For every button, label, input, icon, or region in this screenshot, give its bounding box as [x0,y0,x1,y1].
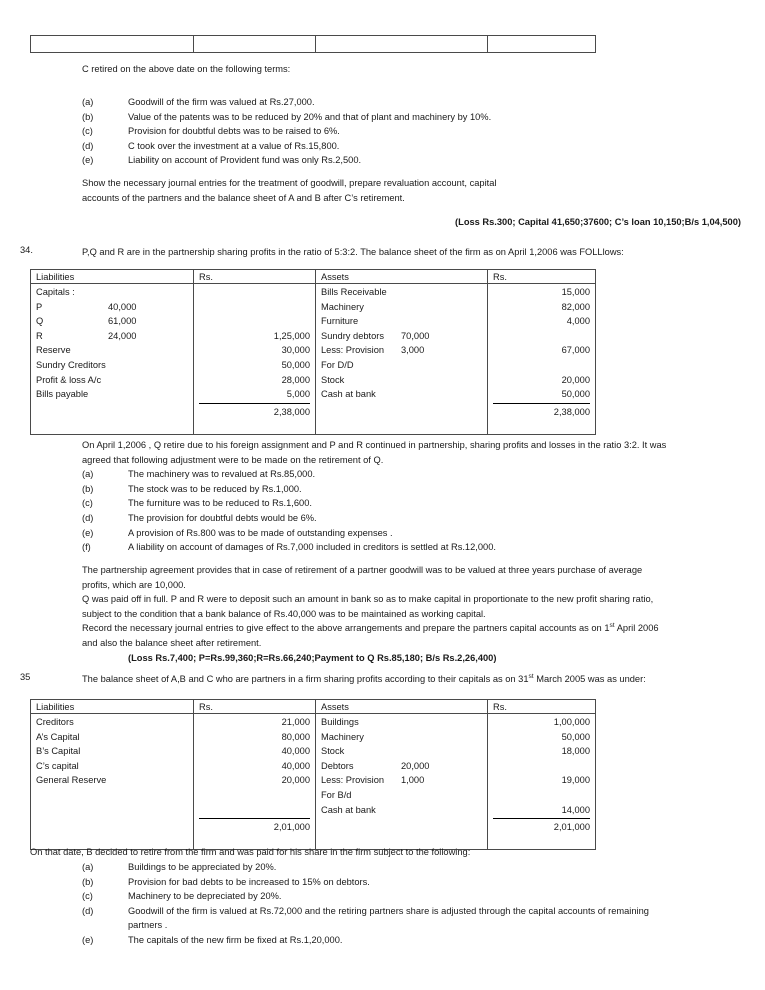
ordinal-suffix: st [528,672,534,680]
list-item-label: (e) [82,934,94,945]
row-amount: 4,000 [566,316,590,327]
q35-header-assets [316,700,488,714]
row-label: P [36,301,43,312]
row-label: Sundry debtors [321,330,385,341]
row-amount: 80,000 [281,731,310,742]
column-header-text: Rs. [199,272,213,282]
row-amount [199,300,310,315]
list-item-text: Provision for doubtful debts was to be raised to 6%. [128,126,340,137]
list-item-label: (b) [82,111,94,122]
list-item [82,110,747,125]
q34-tail-line-4: subject to the condition that a bank balance of Rs.40,000 was to be maintained as working capital. [82,608,486,619]
q34-liabilities-names [31,284,193,431]
row-spacer [36,416,188,431]
row-amount: 30,000 [281,345,310,356]
q33-instruction-line-1: Show the necessary journal entries for the treatment of goodwill, prepare revaluation account, capital [82,178,497,188]
row-amount [493,759,590,774]
row-amount: 40,000 [281,746,310,757]
row-spacer [199,419,310,434]
row-name [321,343,482,358]
row-name [321,329,482,344]
list-item-label: (e) [82,155,94,166]
list-item-label: (b) [82,876,94,887]
q35-stem-a: The balance sheet of A,B and C who are partners in a firm sharing profits according to their capitals as on 31 [82,674,529,684]
q34-header-rs-right [488,270,596,284]
list-item-text: partners . [128,920,168,931]
list-item-continuation [82,918,754,933]
row-inner-amount: 40,000 [108,301,137,312]
row-name: Cash at bank [321,389,376,400]
list-item [82,933,754,948]
row-name: Reserve [36,345,71,356]
row-spacer [199,803,310,818]
list-item [82,860,754,875]
q34-tail-line-6: and also the balance sheet after retirement. [82,637,262,648]
q34-assets-total: 2,38,000 [493,403,590,420]
row-amount: 82,000 [561,301,590,312]
list-item-text: The machinery was to revalued at Rs.85,000. [128,469,316,480]
list-item-text: The provision for doubtful debts would be 6%. [128,512,317,523]
q34-tail-line-1: The partnership agreement provides that in case of retirement of a partner goodwill was to be valued at three years purchase of average [82,565,643,575]
list-item-text: Buildings to be appreciated by 20%. [128,862,277,872]
column-header-text: Assets [321,702,349,712]
q35-liabilities-names [31,714,193,846]
list-item [82,467,752,482]
list-item [82,526,752,541]
row-amount: 20,000 [281,775,310,786]
row-amount: 21,000 [281,717,310,727]
q35-liabilities-names-cell [31,714,194,850]
stub-cell-2 [194,36,316,53]
row-amount [199,285,310,300]
q35-header-rs-right [488,700,596,714]
list-item-text: Machinery to be depreciated by 20%. [128,891,282,902]
q34-header-assets [316,270,488,284]
row-label: Less: Provision [321,345,385,356]
column-header-text: Liabilities [36,272,75,282]
row-label: R [36,330,43,341]
row-amount: 1,00,000 [553,717,590,727]
row-inner-amount: 20,000 [401,760,430,771]
column-header-text: Rs. [493,702,507,712]
row-name: Stock [321,374,345,385]
row-label: Capitals : [36,287,75,297]
row-name: Stock [321,746,345,757]
row-amount [493,788,590,803]
table-body-row [31,714,596,850]
row-spacer [321,416,482,431]
row-spacer [321,402,482,417]
list-item-text: Goodwill of the firm is valued at Rs.72,000 and the retiring partners share is adjusted through the capital accounts of remaining [128,905,649,916]
list-item-label: (e) [82,527,94,538]
row-amount: 19,000 [561,775,590,786]
list-item [82,496,752,511]
table-row [31,36,596,53]
row-amount [199,314,310,329]
q35-assets-names-cell [316,714,488,850]
row-name: C’s capital [36,760,79,771]
row-name: Profit & loss A/c [36,374,102,385]
column-header-text: Liabilities [36,702,75,712]
row-amount [493,358,590,373]
q35-header-liabilities [31,700,194,714]
row-inner-amount: 3,000 [401,345,425,356]
list-item-label: (b) [82,483,94,494]
stub-cell-1 [31,36,194,53]
list-item-text: Value of the patents was to be reduced by 20% and that of plant and machinery by 10%. [128,111,492,122]
list-item-text: C took over the investment at a value of Rs.15,800. [128,140,340,151]
q34-stem: P,Q and R are in the partnership sharing profits in the ratio of 5:3:2. The balance sheet of the firm as on April 1,2006 was FOLLlows: [82,247,624,257]
list-item-label: (c) [82,891,93,902]
row-spacer [36,402,188,417]
q34-body-line-2: agreed that following adjustment were to be made on the retirement of Q. [82,454,384,465]
q34-number: 34. [20,245,33,255]
q34-assets-amounts-cell [488,284,596,435]
list-item [82,95,747,110]
list-item [82,124,747,139]
q34-liabilities-amounts [194,284,315,434]
q33-answer-key: (Loss Rs.300; Capital 41,650;37600; C’s loan 10,150;B/s 1,04,500) [455,217,741,227]
list-item [82,875,754,890]
ordinal-suffix: st [609,622,615,630]
list-item-label: (a) [82,97,94,107]
q35-conditions-block [30,845,755,860]
stub-cell-3 [316,36,488,53]
list-item-label: (d) [82,905,94,916]
q34-tail-line-5 [82,621,752,636]
q34-header-rs-left [194,270,316,284]
column-header-text: Rs. [199,702,213,712]
row-name: Sundry Creditors [36,359,106,370]
list-item [82,889,754,904]
row-name [36,285,188,300]
row-name: Creditors [36,717,74,727]
table-body-row [31,284,596,435]
q35-stem [82,672,757,687]
row-name: For B/d [321,789,352,800]
row-amount: 50,000 [561,389,590,400]
row-name: B’s Capital [36,746,81,757]
row-spacer [36,803,188,818]
q35-stem-b: March 2005 was as under: [533,674,646,684]
row-amount: 28,000 [281,374,310,385]
list-item-text: A provision of Rs.800 was to be made of outstanding expenses . [128,527,393,538]
row-name: A’s Capital [36,731,80,742]
row-name: Furniture [321,316,359,327]
row-amount: 15,000 [561,287,590,297]
table-header-row [31,270,596,284]
list-item-label: (c) [82,498,93,509]
row-inner-amount: 1,000 [401,775,425,786]
row-name: Bills payable [36,389,89,400]
q35-assets-names [316,714,487,846]
q34-adjustments-block [82,438,752,555]
row-name [36,300,188,315]
row-name: Cash at bank [321,804,376,815]
q34-tail-line-5-b: April 2006 [614,623,659,634]
row-label: Q [36,316,44,327]
row-name: For D/D [321,359,354,370]
q35-conditions-list [82,860,754,948]
row-amount: 20,000 [561,374,590,385]
row-amount: 50,000 [561,731,590,742]
list-item-text: Goodwill of the firm was valued at Rs.27,000. [128,97,315,107]
q34-header-liabilities [31,270,194,284]
row-name: General Reserve [36,775,107,786]
row-spacer [36,817,188,832]
row-name [321,759,482,774]
list-item-label: (f) [82,542,91,553]
q35-body-line-1: On that date, B decided to retire from the firm and was paid for his share in the firm subject to the following: [30,847,471,857]
list-item-label [82,918,128,933]
list-item [82,139,747,154]
stub-table [30,35,596,53]
list-item-text: The stock was to be reduced by Rs.1,000. [128,483,302,494]
row-amount: 1,25,000 [273,330,310,341]
q34-body-line-1: On April 1,2006 , Q retire due to his foreign assignment and P and R continued in partnership, sharing profits and losses in the ratio 3:2. It was [82,440,667,450]
list-item-label: (d) [82,140,94,151]
list-item-text: A liability on account of damages of Rs.7,000 included in creditors is settled at Rs.12,000. [128,542,496,553]
row-spacer [199,788,310,803]
row-amount: 67,000 [561,345,590,356]
list-item [82,904,754,919]
q34-tail-line-5-a: Record the necessary journal entries to give effect to the above arrangements and prepare the partners capital accounts as on 1 [82,623,610,634]
row-inner-amount: 70,000 [401,330,430,341]
q33-terms-list [82,95,747,168]
q34-assets-amounts [488,284,595,434]
row-amount: 14,000 [561,804,590,815]
row-inner-amount: 61,000 [108,316,137,327]
list-item-label: (c) [82,126,93,137]
row-name [36,314,188,329]
list-item-text: The capitals of the new firm be fixed at Rs.1,20,000. [128,934,343,945]
q35-balance-sheet-table [30,699,596,850]
list-item-label: (a) [82,862,94,872]
row-amount: 5,000 [286,389,310,400]
q34-tail-line-2: profits, which are 10,000. [82,579,186,590]
q34-liabilities-names-cell [31,284,194,435]
row-name: Buildings [321,717,359,727]
row-spacer [493,419,590,434]
column-header-text: Assets [321,272,349,282]
q34-liabilities-amounts-cell [194,284,316,435]
q35-liabilities-amounts-cell [194,714,316,850]
row-amount [493,329,590,344]
list-item [82,511,752,526]
list-item-label: (a) [82,469,94,480]
q33-intro: C retired on the above date on the following terms: [82,64,291,74]
row-amount: 40,000 [281,760,310,771]
row-spacer [36,788,188,803]
list-item-text: Provision for bad debts to be increased to 15% on debtors. [128,876,370,887]
row-inner-amount: 24,000 [108,330,137,341]
q35-assets-total: 2,01,000 [493,818,590,835]
row-name: Machinery [321,731,364,742]
q34-answer-key: (Loss Rs.7,400; P=Rs.99,360;R=Rs.66,240;Payment to Q Rs.85,180; B/s Rs.2,26,400) [128,652,497,663]
row-name [321,773,482,788]
row-name: Bills Receivable [321,287,387,297]
row-label: Debtors [321,760,354,771]
table-header-row [31,700,596,714]
q35-assets-amounts-cell [488,714,596,850]
column-header-text: Rs. [493,272,507,282]
q35-number: 35 [20,672,31,682]
row-name [36,329,188,344]
q34-tail-line-3: Q was paid off in full. P and R were to deposit such an amount in bank so as to make capital in proportionate to the new profit sharing ratio, [82,594,654,605]
q34-assets-names [316,284,487,431]
list-item [82,540,752,555]
list-item-label: (d) [82,512,94,523]
list-item [82,482,752,497]
list-item-text: Liability on account of Provident fund was only Rs.2,500. [128,155,362,166]
q34-assets-names-cell [316,284,488,435]
row-amount: 18,000 [561,746,590,757]
row-amount: 50,000 [281,359,310,370]
q34-tail-block [82,563,752,665]
list-item [82,153,747,168]
q33-intro-text [82,62,742,77]
q35-assets-amounts [488,714,595,849]
q35-liabilities-amounts [194,714,315,849]
q35-liabilities-total: 2,01,000 [199,818,310,835]
q33-instruction-line-2: accounts of the partners and the balance sheet of A and B after C’s retirement. [82,192,405,203]
row-label: Less: Provision [321,775,385,786]
q33-instruction [82,176,747,205]
q35-header-rs-left [194,700,316,714]
row-spacer [321,817,482,832]
row-name: Machinery [321,301,364,312]
q34-balance-sheet-table [30,269,596,435]
q34-liabilities-total: 2,38,000 [199,403,310,420]
stub-cell-4 [488,36,596,53]
list-item-text: The furniture was to be reduced to Rs.1,600. [128,498,312,509]
